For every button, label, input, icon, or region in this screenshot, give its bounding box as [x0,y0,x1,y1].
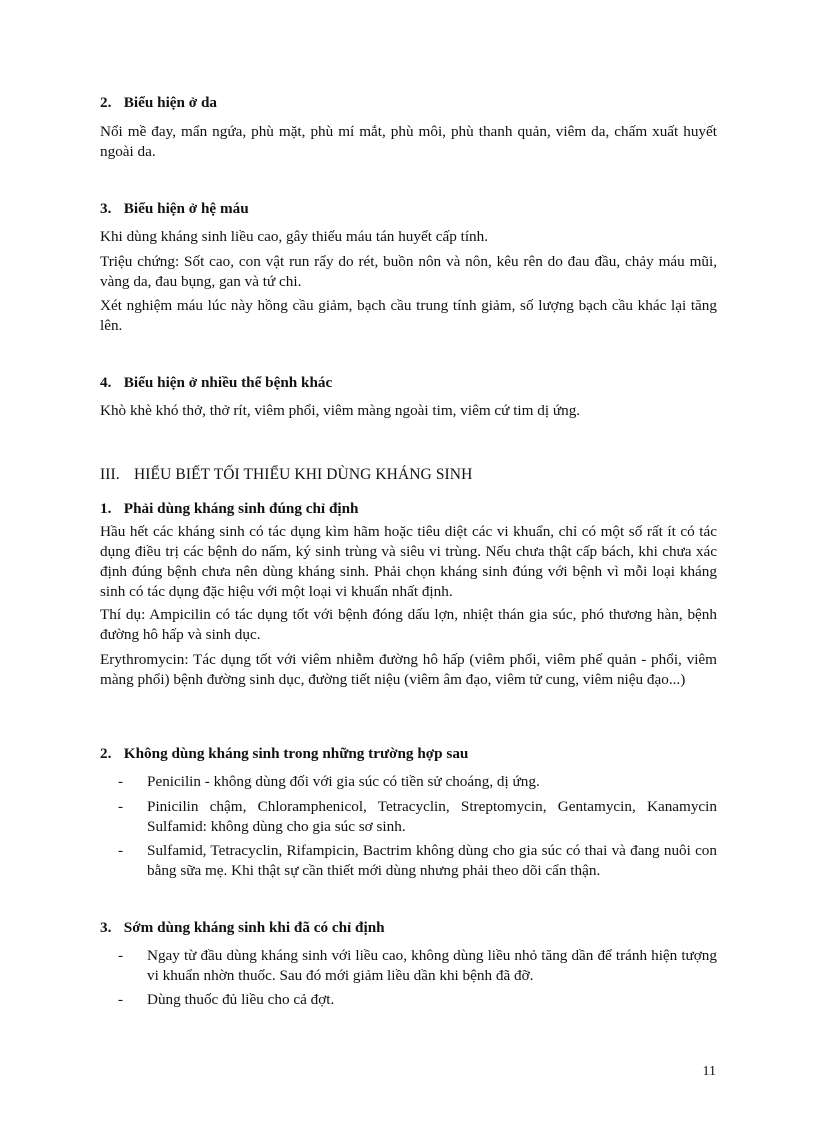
heading-early-use: 3. Sớm dùng kháng sinh khi đã có chỉ định [100,919,385,936]
paragraph-erythromycin: Erythromycin: Tác dụng tốt với viêm nhiễm đường hô hấp (viêm phổi, viêm phế quản - phổi, viêm màng phổi) bệnh đường sinh dục, đường tiết niệu (viêm âm đạo, viêm tử cung, viêm niệu đạo...) [100,651,717,688]
heading-blood: 3. Biểu hiện ở hệ máu [100,200,249,217]
paragraph-ampicilin: Thí dụ: Ampicilin có tác dụng tốt với bệnh đóng dấu lợn, nhiệt thán gia súc, phó thương hàn, bệnh đường hô hấp và sinh dục. [100,606,717,643]
section-heading-part-3: III. HIỂU BIẾT TỐI THIỂU KHI DÙNG KHÁNG SINH [100,466,473,483]
heading-do-not-use: 2. Không dùng kháng sinh trong những trường hợp sau [100,745,469,762]
paragraph-blood-test: Xét nghiệm máu lúc này hồng cầu giảm, bạch cầu trung tính giảm, số lượng bạch cầu khác lại tăng lên. [100,297,717,334]
paragraph-indication-1: Hầu hết các kháng sinh có tác dụng kìm hãm hoặc tiêu diệt các vi khuẩn, chỉ có một số rất ít có tác dụng điều trị các bệnh do nấm, ký sinh trùng và siêu vi trùng. Nếu chưa thật cấp bách, khi chưa xác định đúng bệnh chưa nên dùng kháng sinh. Phải chọn kháng sinh đúng với bệnh vì mỗi loại kháng sinh có tác dụng đặc hiệu với một loại vi khuẩn nhất định. [100,523,717,600]
paragraph-other: Khò khè khó thở, thở rít, viêm phổi, viêm màng ngoài tim, viêm cứ tim dị ứng. [100,402,581,419]
paragraph-blood-1: Khi dùng kháng sinh liều cao, gây thiếu máu tán huyết cấp tính. [100,228,489,245]
heading-other: 4. Biểu hiện ở nhiều thể bệnh khác [100,374,333,391]
paragraph-skin: Nổi mề đay, mẩn ngứa, phù mặt, phù mí mắt, phù môi, phù thanh quản, viêm da, chấm xuất huyết ngoài da. [100,123,717,160]
page-content: 2. Biểu hiện ở da Nổi mề đay, mẩn ngứa, phù mặt, phù mí mắt, phù môi, phù thanh quản, viêm da, chấm xuất huyết ngoài da. 3. Biểu hiện ở hệ máu Khi dùng kháng sinh liều cao, gây thiếu máu tán huyết cấp tính. Triệu chứng: Sốt cao, con vật run rẩy do rét, buồn nôn và nôn, kêu rên do đau đầu, chảy máu mũi, vàng da, đau bụng, gan và tứ chi. Xét nghiệm máu lúc này hồng cầu giảm, bạch cầu trung tính giảm, số lượng bạch cầu khác lại tăng lên. 4. Biểu hiện ở nhiều thể bệnh khác Khò khè khó thở, thở rít, viêm phổi, viêm màng ngoài tim, viêm cứ tim dị ứng. III. HIỂU BIẾT TỐI THIỂU KHI DÙNG KHÁNG SINH 1. Phải dùng kháng sinh đúng chỉ định Hầu hết các kháng sinh có tác dụng kìm hãm hoặc tiêu diệt các vi khuẩn, chỉ có một số rất ít có tác dụng điều trị các bệnh do nấm, ký sinh trùng và siêu vi trùng. Nếu chưa thật cấp bách, khi chưa xác định đúng bệnh chưa nên dùng kháng sinh. Phải chọn kháng sinh đúng với bệnh vì mỗi loại kháng sinh có tác dụng đặc hiệu với một loại vi khuẩn nhất định. Thí dụ: Ampicilin có tác dụng tốt với bệnh đóng dấu lợn, nhiệt thán gia súc, phó thương hàn, bệnh đường hô hấp và sinh dục. Erythromycin: Tác dụng tốt với viêm nhiễm đường hô hấp (viêm phổi, viêm phế quản - phổi, viêm màng phổi) bệnh đường sinh dục, đường tiết niệu (viêm âm đạo, viêm tử cung, viêm niệu đạo...) 2. Không dùng kháng sinh trong những trường hợp sau - Penicilin - không dùng đối với gia súc có tiền sử choáng, dị ứng. - Pinicilin chậm, Chloramphenicol, Tetracyclin, Streptomycin, Gentamycin, Kanamycin Sulfamid: không dùng cho gia súc sơ sinh. - Sulfamid, Tetracyclin, Rifampicin, Bactrim không dùng cho gia súc có thai và đang nuôi con bằng sữa mẹ. Khi thật sự cần thiết mới dùng nhưng phải theo dõi cẩn thận. 3. Sớm dùng kháng sinh khi đã có chỉ định - Ngay từ đầu dùng kháng sinh với liều cao, không dùng liều nhỏ tăng dần để tránh hiện tượng vi khuẩn nhờn thuốc. Sau đó mới giảm liều dần khi bệnh đã đỡ. - Dùng thuốc đủ liều cho cả đợt. [100,94,717,1008]
page-number: 11 [702,1064,716,1079]
paragraph-blood-symptoms: Triệu chứng: Sốt cao, con vật run rẩy do rét, buồn nôn và nôn, kêu rên do đau đầu, chảy máu mũi, vàng da, đau bụng, gan và tứ chi. [100,253,717,290]
heading-skin: 2. Biểu hiện ở da [100,94,218,111]
heading-correct-indication: 1. Phải dùng kháng sinh đúng chỉ định [100,500,359,517]
